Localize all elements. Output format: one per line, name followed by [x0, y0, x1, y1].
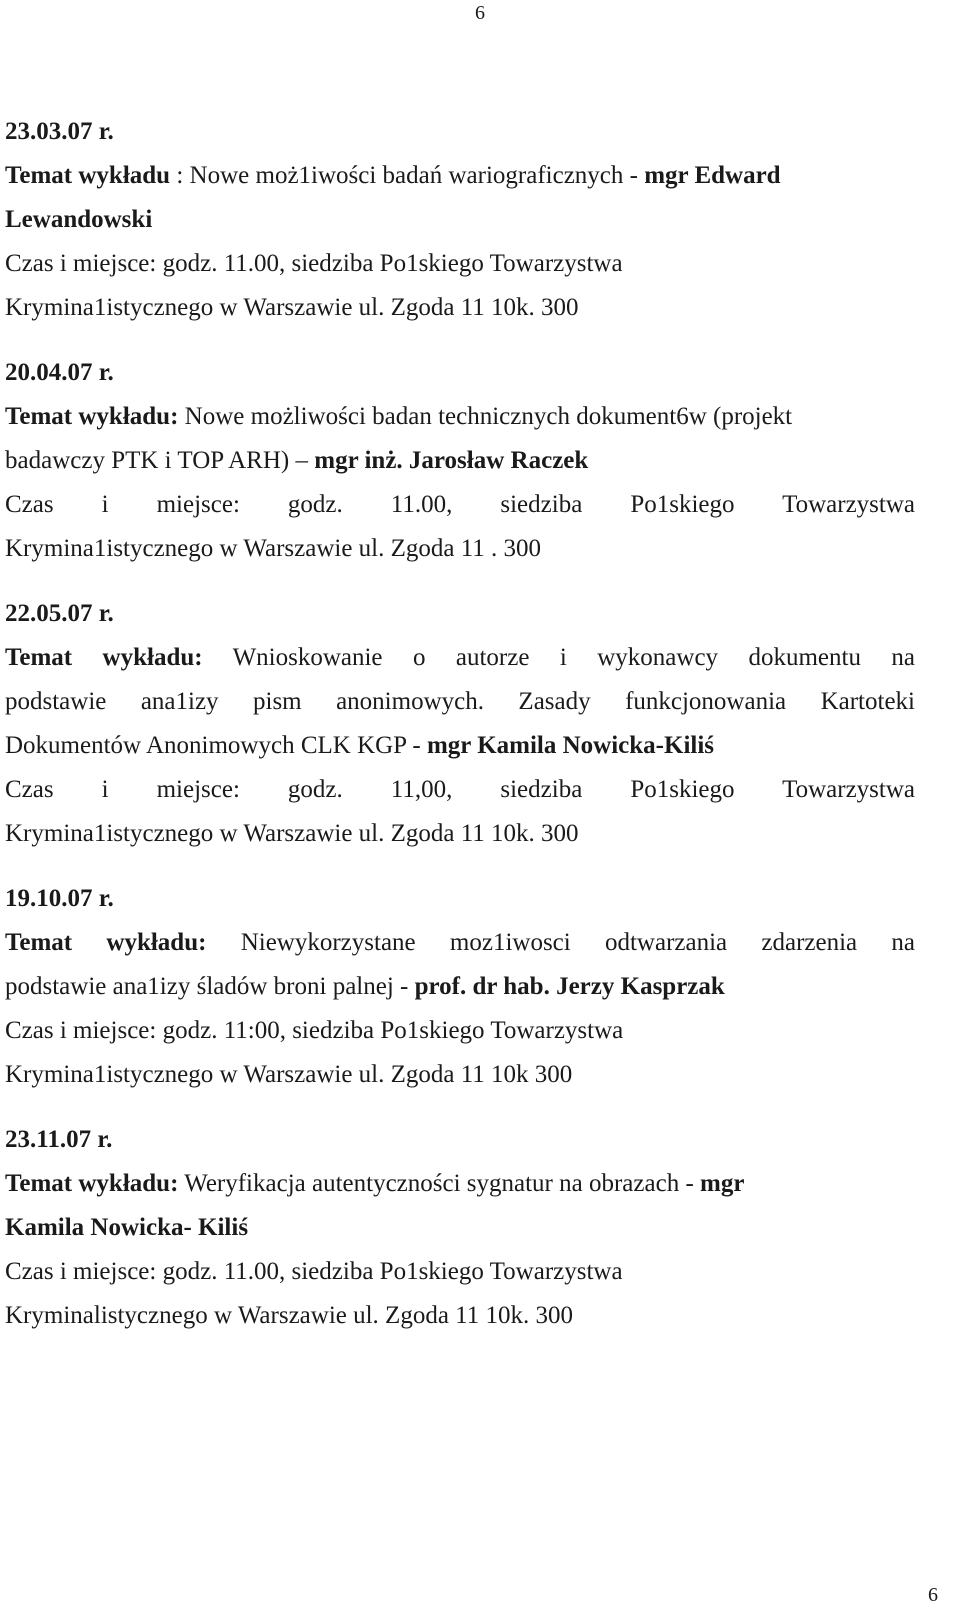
lecture-list [5, 110, 915, 1359]
lecture-topic-line: podstawie ana1izy pism anonimowych. Zasady funkcjonowania Kartoteki [5, 688, 915, 715]
topic-text: : Nowe moż1iwości badań wariograficznych - [170, 162, 645, 189]
topic-text: badawczy PTK i TOP ARH) – [5, 447, 315, 474]
lecture-topic-line [5, 439, 915, 483]
lecture-location: Czas i miejsce: godz. 11.00, siedziba Po1skiego Towarzystwa [5, 1258, 623, 1285]
lecture-location: Czas i miejsce: godz. 11:00, siedziba Po1skiego Towarzystwa [5, 1017, 624, 1044]
topic-label: Temat wykładu: [5, 929, 207, 956]
lecture-entry [5, 877, 915, 1097]
topic-text: Wnioskowanie o autorze i wykonawcy dokumentu na [202, 644, 915, 671]
lecture-location: Krymina1istycznego w Warszawie ul. Zgoda 11 10k. 300 [5, 294, 579, 321]
lecture-date: 23.03.07 r. [5, 118, 114, 145]
lecture-date: 22.05.07 r. [5, 600, 114, 627]
topic-label: Temat wykładu: [5, 1170, 179, 1197]
lecture-location: Krymina1istycznego w Warszawie ul. Zgoda 11 10k 300 [5, 1061, 573, 1088]
lecturer-name: prof. dr hab. Jerzy Kasprzak [414, 973, 725, 1000]
topic-label: Temat wykładu [5, 162, 171, 189]
lecturer-name: Kamila Nowicka- Kiliś [5, 1214, 249, 1241]
topic-text: Weryfikacja autentyczności sygnatur na obrazach - [178, 1170, 701, 1197]
lecturer-name: mgr inż. Jarosław Raczek [314, 447, 589, 474]
lecturer-name: mgr [700, 1170, 745, 1197]
lecture-entry [5, 1118, 915, 1338]
lecture-topic-line [5, 154, 915, 198]
lecture-location: Czas i miejsce: godz. 11.00, siedziba Po1skiego Towarzystwa [5, 250, 623, 277]
lecture-date: 23.11.07 r. [5, 1126, 113, 1153]
lecture-entry [5, 351, 915, 571]
lecture-entry [5, 592, 915, 856]
page-number-bottom: 6 [928, 1584, 938, 1606]
topic-text: podstawie ana1izy śladów broni palnej - [5, 973, 415, 1000]
lecture-topic-line [5, 965, 915, 1009]
lecture-topic-line [5, 1162, 915, 1206]
page-number-top: 6 [475, 2, 485, 24]
lecturer-name: mgr Kamila Nowicka-Kiliś [426, 732, 715, 759]
topic-text: Nowe możliwości badan technicznych dokument6w (projekt [178, 403, 793, 430]
lecture-entry [5, 110, 915, 330]
lecturer-name: mgr Edward [644, 162, 781, 189]
topic-text: Niewykorzystane moz1iwosci odtwarzania zdarzenia na [206, 929, 915, 956]
lecture-location: Czas i miejsce: godz. 11,00, siedziba Po1skiego Towarzystwa [5, 776, 915, 803]
lecture-date: 20.04.07 r. [5, 359, 114, 386]
lecture-location: Czas i miejsce: godz. 11.00, siedziba Po1skiego Towarzystwa [5, 491, 915, 518]
lecture-topic-line [5, 724, 915, 768]
topic-text: Dokumentów Anonimowych CLK KGP - [5, 732, 427, 759]
lecture-location: Kryminalistycznego w Warszawie ul. Zgoda 11 10k. 300 [5, 1302, 573, 1329]
lecture-topic-line [5, 921, 915, 965]
lecture-location: Krymina1istycznego w Warszawie ul. Zgoda 11 10k. 300 [5, 820, 579, 847]
lecture-topic-line [5, 636, 915, 680]
lecture-topic-line [5, 395, 915, 439]
lecture-date: 19.10.07 r. [5, 885, 114, 912]
lecture-location: Krymina1istycznego w Warszawie ul. Zgoda 11 . 300 [5, 535, 542, 562]
topic-label: Temat wykładu: [5, 403, 179, 430]
lecturer-name: Lewandowski [5, 206, 153, 233]
topic-label: Temat wykładu: [5, 644, 203, 671]
